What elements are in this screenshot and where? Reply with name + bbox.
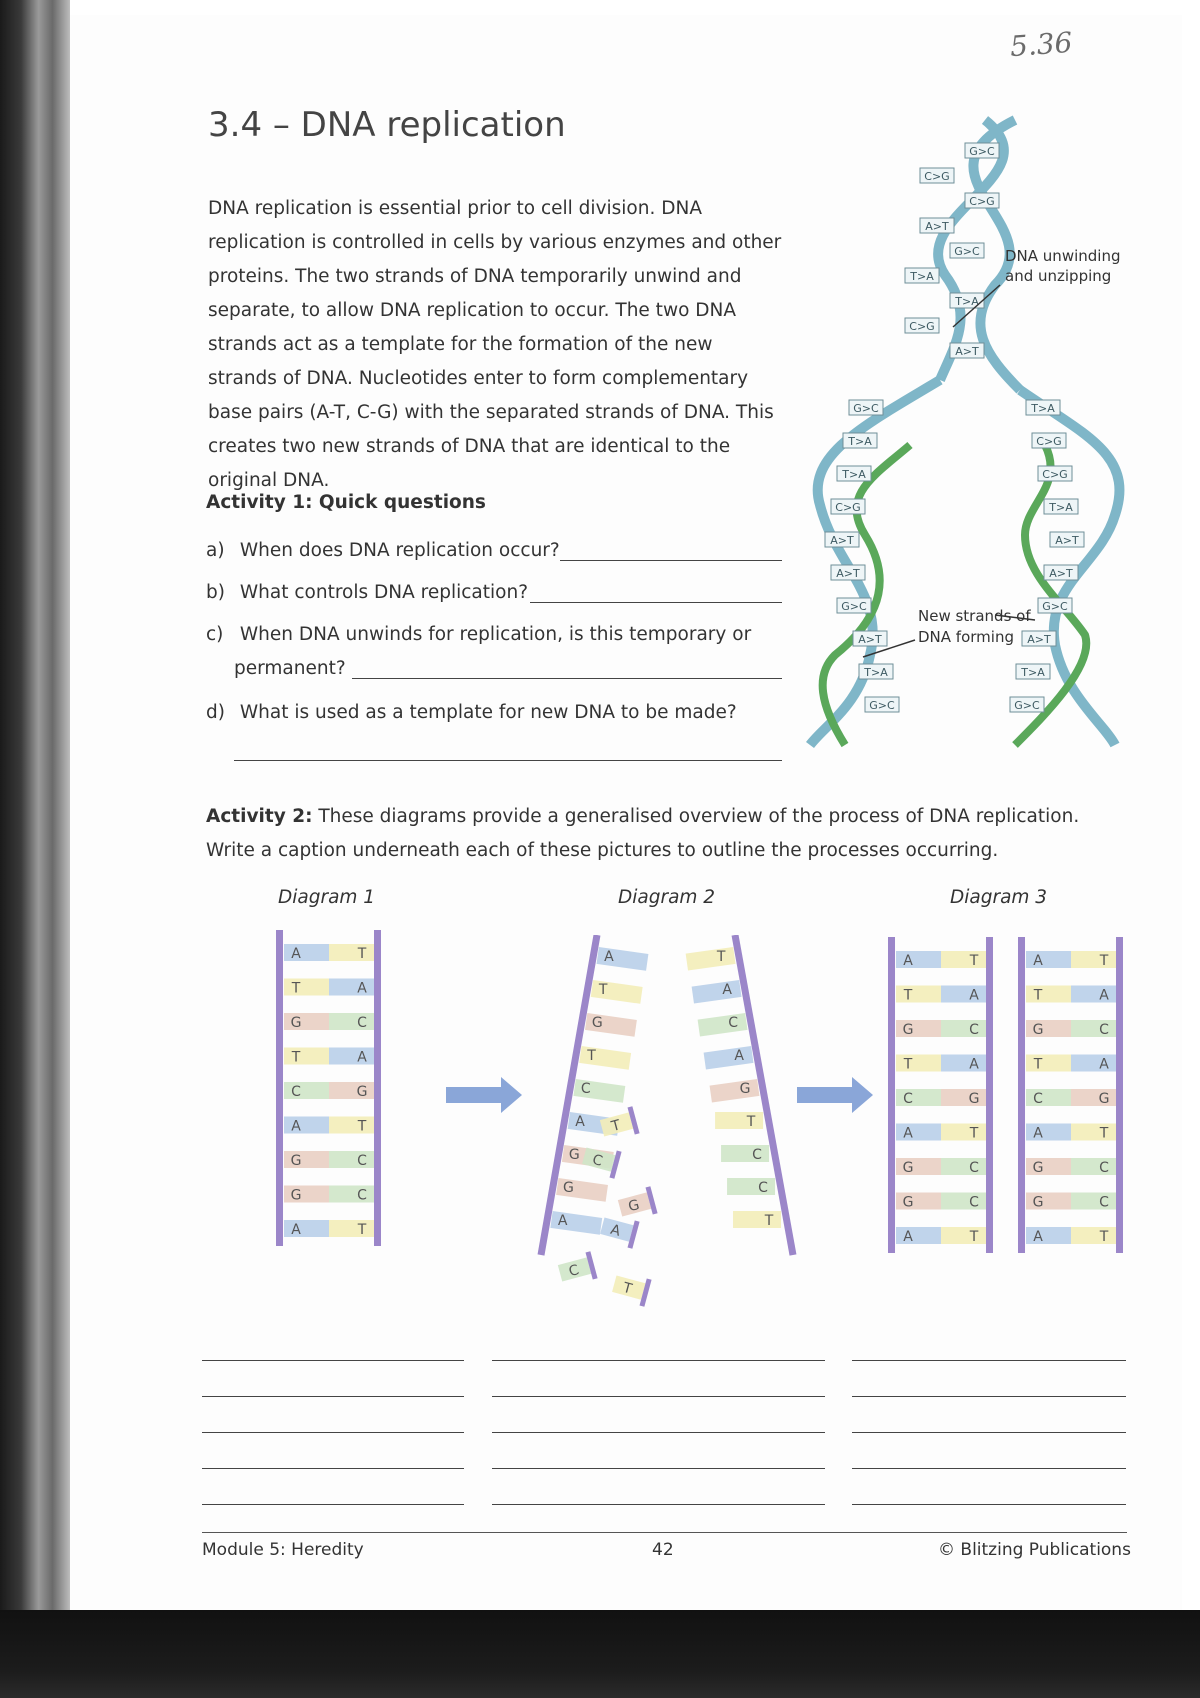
fork-right-pair-letters: C>G <box>1036 435 1062 448</box>
caption-line-diagram-2[interactable] <box>492 1396 825 1397</box>
d2-base-letter-left: G <box>568 1147 580 1163</box>
d1-base-letter-left: C <box>291 1084 301 1100</box>
caption-line-diagram-3[interactable] <box>852 1432 1126 1433</box>
d1-base-right <box>329 944 374 961</box>
answer-line-b[interactable] <box>530 602 782 603</box>
d3a-base-right <box>941 1055 986 1072</box>
diagram-2-title: Diagram 2 <box>618 887 716 908</box>
handwritten-page-note: 5.36 <box>1008 25 1074 64</box>
fork-right-pair-letters: A>T <box>1055 534 1079 547</box>
d1-base-letter-right: T <box>357 1222 367 1238</box>
d2-base-letter-right: A <box>722 982 732 998</box>
fork-right-pair-letters: T>A <box>1049 501 1073 514</box>
d2-base-letter-left: T <box>587 1048 596 1064</box>
d1-base-letter-left: G <box>290 1187 302 1204</box>
d2-free-nucleotide-letter: C <box>567 1262 581 1281</box>
caption-line-diagram-1[interactable] <box>202 1432 464 1433</box>
label-new-strands-1: New strands of <box>918 607 1031 625</box>
fork-top-pair-letters: A>T <box>955 345 979 358</box>
d1-base-letter-right: T <box>357 946 367 962</box>
page-title: 3.4 – DNA replication <box>208 105 566 145</box>
d1-base-letter-left: T <box>291 980 301 997</box>
fork-left-pair-letters: A>T <box>858 633 882 646</box>
fork-top-pair-letters: T>A <box>910 270 934 283</box>
question-c <box>206 624 751 645</box>
d1-base-right <box>329 1117 374 1134</box>
question-b <box>206 582 528 603</box>
fork-left-pair-letters: G>C <box>869 699 895 712</box>
d3b-base-right <box>1071 986 1116 1003</box>
fork-top-pair-letters: G>C <box>969 145 995 158</box>
question-c-continued <box>234 658 346 679</box>
d3b-backbone-right <box>1116 937 1123 1253</box>
d2-base-right <box>710 1079 760 1103</box>
caption-line-diagram-2[interactable] <box>492 1432 825 1433</box>
fork-right-pair-letters: T>A <box>1031 402 1055 415</box>
d2-base-letter-left: A <box>604 949 614 965</box>
d3a-base-letter-left: A <box>903 953 913 969</box>
fork-top-pair-letters: G>C <box>954 245 980 258</box>
d2-base-right <box>715 1112 763 1129</box>
caption-line-diagram-3[interactable] <box>852 1360 1126 1361</box>
d2-base-right <box>692 980 742 1004</box>
d1-backbone-left <box>276 930 283 1246</box>
d1-base-letter-right: A <box>357 980 367 997</box>
d3b-base-right <box>1071 1193 1116 1210</box>
d3a-base-right <box>941 1020 986 1037</box>
d2-base-letter-left: A <box>575 1114 585 1130</box>
fork-left-pair-letters: T>A <box>864 666 888 679</box>
d2-base-letter-left: G <box>591 1015 603 1031</box>
d3b-base-letter-right: T <box>1099 953 1109 969</box>
caption-line-diagram-3[interactable] <box>852 1504 1126 1505</box>
label-unwinding-1: DNA unwinding <box>1005 247 1121 265</box>
fork-right-pair-letters: A>T <box>1049 567 1073 580</box>
d2-free-nucleotide-letter: T <box>609 1117 623 1135</box>
d3a-base-letter-left: G <box>902 1022 914 1038</box>
d1-base-right <box>329 1013 374 1030</box>
d2-free-nucleotide-letter: A <box>608 1221 623 1240</box>
d1-base-right <box>329 1220 374 1237</box>
question-d <box>206 702 737 723</box>
d3b-base-letter-right: G <box>1098 1091 1110 1107</box>
question-text: When does DNA replication occur? <box>239 540 560 561</box>
d2-free-nucleotide-letter: T <box>621 1279 634 1298</box>
d1-base-letter-right: C <box>357 1187 367 1204</box>
d1-base-letter-right: G <box>356 1084 368 1100</box>
fork-top-pair-letters: T>A <box>955 295 979 308</box>
question-label: a) <box>206 540 225 561</box>
d3b-base-letter-right: C <box>1099 1022 1109 1038</box>
d2-free-nucleotide <box>599 1106 640 1142</box>
d2-base-letter-right: C <box>752 1147 762 1163</box>
d1-base-right <box>329 1048 374 1065</box>
book-binding-shadow <box>0 0 70 1610</box>
d3a-base-letter-left: A <box>903 1125 913 1142</box>
d3b-base-letter-left: C <box>1033 1091 1043 1107</box>
d1-base-letter-left: T <box>291 1049 301 1066</box>
d1-base-right <box>329 1151 374 1168</box>
d3b-base-letter-right: T <box>1099 1125 1109 1142</box>
caption-line-diagram-1[interactable] <box>202 1468 464 1469</box>
d1-base-letter-left: A <box>291 946 301 962</box>
d2-base-right <box>704 1046 754 1070</box>
activity2-heading: Activity 2: <box>206 806 313 827</box>
d2-free-nucleotide <box>581 1143 622 1179</box>
d3b-base-letter-left: A <box>1033 1229 1043 1245</box>
question-text: permanent? <box>234 658 346 679</box>
d2-base-right <box>733 1211 781 1228</box>
caption-line-diagram-1[interactable] <box>202 1360 464 1361</box>
d3b-base-letter-left: A <box>1033 953 1043 969</box>
question-text: What controls DNA replication? <box>239 582 529 603</box>
d3b-base-letter-left: G <box>1032 1022 1044 1038</box>
d3a-base-letter-right: T <box>969 1229 979 1245</box>
d1-base-letter-left: A <box>291 1222 301 1238</box>
d2-base-letter-left: A <box>557 1213 568 1229</box>
d2-base-letter-right: C <box>728 1015 739 1031</box>
d3a-base-right <box>941 1124 986 1141</box>
answer-line-c[interactable] <box>352 678 782 679</box>
d2-base-letter-left: T <box>598 982 608 998</box>
caption-line-diagram-3[interactable] <box>852 1468 1126 1469</box>
diagram-3-dna-copy-2 <box>1012 935 1132 1265</box>
question-a <box>206 540 560 561</box>
d3a-base-letter-right: C <box>969 1022 979 1038</box>
fork-left-pair-letters: T>A <box>842 468 866 481</box>
fork-top-pair-letters: C>G <box>969 195 995 208</box>
question-label: d) <box>206 702 225 723</box>
activity2-text: These diagrams provide a generalised overview of the process of DNA replication. Write a caption underneath each of these pictures to outline the processes occurring. <box>206 806 1080 861</box>
d3b-base-letter-right: A <box>1099 987 1109 1004</box>
d2-base-right <box>686 947 736 971</box>
footer-publisher: © Blitzing Publications <box>938 1540 1131 1560</box>
d3a-base-letter-left: G <box>902 1194 914 1211</box>
d3b-base-letter-right: A <box>1099 1056 1109 1073</box>
d2-base-letter-right: T <box>746 1114 756 1130</box>
question-text: What is used as a template for new DNA to be made? <box>239 702 737 723</box>
d2-free-nucleotide <box>557 1251 598 1287</box>
footer-module: Module 5: Heredity <box>202 1540 364 1560</box>
d3a-base-right <box>941 951 986 968</box>
activity1-heading: Activity 1: Quick questions <box>206 492 486 513</box>
fork-top-pair-letters: C>G <box>909 320 935 333</box>
d3a-base-right <box>941 986 986 1003</box>
d2-base-letter-right: A <box>734 1048 744 1064</box>
fork-left-pair-letters: A>T <box>836 567 860 580</box>
d3b-base-right <box>1071 1055 1116 1072</box>
arrow-2-icon <box>797 1075 877 1115</box>
d2-base-letter-right: T <box>716 949 726 965</box>
d2-free-nucleotide <box>599 1213 640 1249</box>
question-text: When DNA unwinds for replication, is this temporary or <box>239 624 752 645</box>
d1-base-right <box>329 979 374 996</box>
d3a-backbone-left <box>888 937 895 1253</box>
fork-right-pair-letters: T>A <box>1021 666 1045 679</box>
d3a-backbone-right <box>986 937 993 1253</box>
d2-free-nucleotide <box>617 1186 658 1222</box>
d1-base-letter-right: C <box>357 1015 367 1031</box>
caption-line-diagram-2[interactable] <box>492 1468 825 1469</box>
footer-page-number: 42 <box>652 1540 674 1560</box>
d3b-base-right <box>1071 1158 1116 1175</box>
d3a-base-letter-left: A <box>903 1229 913 1245</box>
fork-left-pair-letters: A>T <box>830 534 854 547</box>
fork-right-pair-letters: G>C <box>1042 600 1068 613</box>
fork-right-pair-letters: A>T <box>1027 633 1051 646</box>
d2-base-right <box>698 1013 748 1037</box>
d1-base-letter-right: C <box>357 1153 367 1169</box>
d3a-base-letter-right: T <box>969 953 979 969</box>
d3a-base-right <box>941 1158 986 1175</box>
d1-base-letter-left: A <box>291 1118 301 1135</box>
d3b-base-right <box>1071 1227 1116 1244</box>
d3b-base-letter-right: C <box>1099 1194 1109 1211</box>
d3a-base-letter-right: T <box>969 1125 979 1142</box>
d2-base-letter-right: C <box>758 1180 768 1196</box>
d2-base-letter-right: T <box>764 1213 774 1229</box>
d3a-base-letter-left: C <box>903 1091 913 1107</box>
d2-base-letter-right: G <box>739 1081 751 1097</box>
diagram-2-dna <box>535 935 815 1335</box>
fork-left-pair-letters: T>A <box>848 435 872 448</box>
d3a-base-letter-right: A <box>969 1056 979 1073</box>
d3a-base-letter-left: T <box>903 987 913 1004</box>
d1-base-letter-left: G <box>290 1153 302 1169</box>
answer-line-a[interactable] <box>560 560 782 561</box>
caption-line-diagram-2[interactable] <box>492 1360 825 1361</box>
d3a-base-letter-left: G <box>902 1160 914 1176</box>
caption-line-diagram-1[interactable] <box>202 1504 464 1505</box>
d3b-base-letter-left: G <box>1032 1194 1044 1211</box>
label-unwinding-2: and unzipping <box>1005 267 1112 285</box>
d2-base-letter-left: C <box>580 1081 591 1097</box>
fork-left-pair-letters: C>G <box>835 501 861 514</box>
d1-backbone-right <box>374 930 381 1246</box>
footer-rule <box>202 1532 1127 1533</box>
d3a-base-letter-right: C <box>969 1194 979 1211</box>
intro-paragraph: DNA replication is essential prior to cell division. DNA replication is controlled in cells by various enzymes and other proteins. The two strands of DNA temporarily unwind and separate, to allow DNA replication to occur. The two DNA strands act as a template for the formation of the new strands of DNA. Nucleotides enter to form complementary base pairs (A-T, C-G) with the separated strands of DNA. This creates two new strands of DNA that are identical to the original DNA. <box>208 198 782 491</box>
fork-right-pair-letters: G>C <box>1014 699 1040 712</box>
activity2-instructions <box>206 800 1106 868</box>
diagram-3-title: Diagram 3 <box>950 887 1048 908</box>
d3a-base-letter-right: C <box>969 1160 979 1176</box>
d3b-backbone-left <box>1018 937 1025 1253</box>
dna-replication-fork-figure <box>805 115 1135 755</box>
fork-top-pair-letters: C>G <box>924 170 950 183</box>
d3b-base-letter-left: A <box>1033 1125 1043 1142</box>
answer-line-d[interactable] <box>234 760 782 761</box>
question-label: c) <box>206 624 224 645</box>
fork-top-pair-letters: A>T <box>925 220 949 233</box>
fork-left-pair-letters: G>C <box>853 402 879 415</box>
d1-base-right <box>329 1186 374 1203</box>
d3b-base-letter-right: C <box>1099 1160 1109 1176</box>
fork-left-pair-letters: G>C <box>841 600 867 613</box>
caption-line-diagram-1[interactable] <box>202 1396 464 1397</box>
d3b-base-letter-left: T <box>1033 987 1043 1004</box>
d3a-base-letter-right: A <box>969 987 979 1004</box>
arrow-1-icon <box>446 1075 526 1115</box>
d3b-base-right <box>1071 1124 1116 1141</box>
d3b-base-right <box>1071 951 1116 968</box>
d2-free-nucleotide <box>611 1271 652 1307</box>
d3a-base-right <box>941 1227 986 1244</box>
diagram-1-title: Diagram 1 <box>278 887 376 908</box>
d3a-base-right <box>941 1193 986 1210</box>
question-label: b) <box>206 582 225 603</box>
fork-right-pair-letters: C>G <box>1042 468 1068 481</box>
d1-base-letter-right: A <box>357 1049 367 1066</box>
d3b-base-letter-right: T <box>1099 1229 1109 1245</box>
d1-base-letter-right: T <box>357 1118 367 1135</box>
diagram-3-dna-copy-1 <box>882 935 1002 1265</box>
d3a-base-letter-right: G <box>968 1091 980 1107</box>
caption-line-diagram-2[interactable] <box>492 1504 825 1505</box>
d3b-base-letter-left: G <box>1032 1160 1044 1176</box>
d3b-base-letter-left: T <box>1033 1056 1043 1073</box>
d2-free-nucleotide-letter: C <box>590 1151 605 1170</box>
d2-base-letter-left: G <box>563 1180 574 1196</box>
d3a-base-letter-left: T <box>903 1056 913 1073</box>
label-new-strands-2: DNA forming <box>918 628 1014 646</box>
scan-bottom-shadow <box>0 1610 1200 1698</box>
diagram-1-dna <box>270 928 390 1258</box>
d3b-base-right <box>1071 1020 1116 1037</box>
d1-base-letter-left: G <box>290 1015 302 1031</box>
caption-line-diagram-3[interactable] <box>852 1396 1126 1397</box>
d2-free-nucleotide-letter: G <box>626 1197 642 1216</box>
